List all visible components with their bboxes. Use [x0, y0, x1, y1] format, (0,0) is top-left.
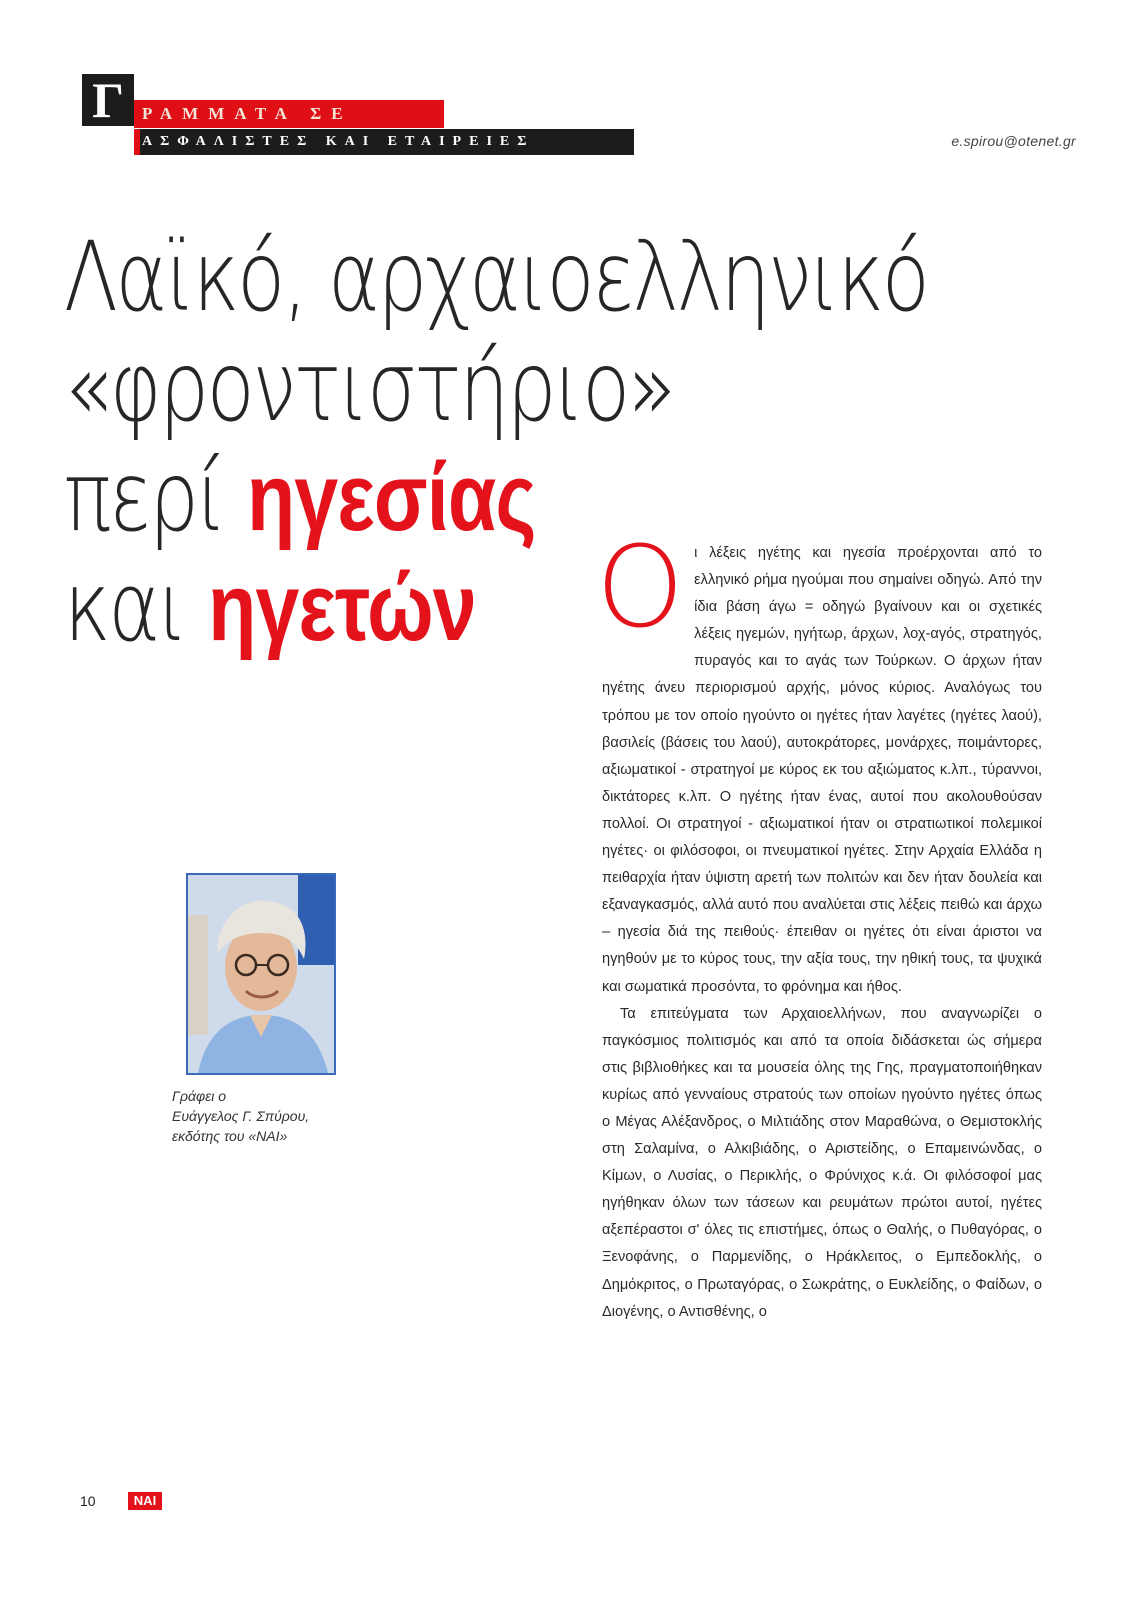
author-photo	[186, 873, 336, 1075]
headline-line1: Λαϊκό, αρχαιοελληνικό	[64, 221, 928, 333]
photo-caption	[172, 1086, 342, 1146]
caption-line1: Γράφει ο	[172, 1088, 227, 1104]
section-header	[82, 72, 642, 158]
headline-line4-highlight: ηγετών	[208, 554, 476, 661]
article-body	[596, 523, 1042, 1326]
page-number: 10	[80, 1493, 96, 1509]
caption-line2: Ευάγγελος Γ. Σπύρου,	[172, 1108, 310, 1124]
headline-line3	[64, 442, 884, 552]
drop-cap: Ο	[596, 523, 685, 653]
section-accent-strip	[134, 129, 140, 155]
article-paragraph-1: ι λέξεις ηγέτης και ηγεσία προέρχονται από το ελληνικό ρήμα ηγούμαι που σημαίνει οδηγώ. Από την ίδια βάση άγω = οδηγώ βγαίνουν και οι σχετικές λέξεις ηγεμών, ηγήτωρ, άρχων, λοχ-αγός, στρατηγός, πυραγός και το αγάς των Τούρκων. Ο άρχων ήταν ηγέτης άνευ περιορισμού αρχής, μόνος κύριος. Αναλόγως του τρόπου με τον οποίο ηγούντο οι ηγέτες ήταν λαγέτες (ηγέτες λαού), βασιλείς (βάσεις του λαού), αυτοκράτορες, μονάρχες, ποιμάντορες, αξιωματικοί - στρατηγοί με κύρος εκ του αξιώματος κ.λπ., τύραννοι, δικτάτορες κ.λπ. Ο ηγέτης ήταν ένας, αυτοί που ακολουθούσαν πολλοί. Οι στρατηγοί - αξιωματικοί ήταν οι στρατιωτικοί πολεμικοί ηγέτες· οι φιλόσοφοι, οι πνευματικοί ηγέτες. Στην Αρχαία Ελλάδα η πειθαρχία ήταν ύψιστη αρετή των πολιτών και δεν ήταν δουλεία και εξαναγκασμός, αλλά αυτό που αναλύεται στις λέξεις πειθώ και άρχω – ηγεσία διά της πειθούς· έπειθαν οι ηγέτες ότι είναι άριστοι να ηγηθούν με το κύρος τους, την αξία τους, την ηθική τους, τα ψυχικά και σωματικά προσόντα, το φρόνημα και ήθος.	[602, 545, 1042, 995]
section-title-line1: ΡΑΜΜΑΤΑ ΣΕ	[134, 100, 444, 128]
headline-line3-highlight: ηγεσίας	[247, 444, 536, 551]
headline-line4-plain: και	[64, 551, 209, 663]
headline-line2: «φροντιστήριο»	[64, 331, 674, 443]
caption-line3: εκδότης του «ΝΑΙ»	[172, 1128, 288, 1144]
author-portrait-image	[188, 875, 334, 1073]
headline-line3-plain: περί	[64, 441, 248, 553]
author-email: e.spirou@otenet.gr	[951, 133, 1076, 149]
article-paragraph-2: Τα επιτεύγματα των Αρχαιοελλήνων, που αναγνωρίζει ο παγκόσμιος πολιτισμός και από τα οποία διδάσκεται ώς σήμερα στις βιβλιοθήκες και τα μουσεία όλης της Γης, πραγματοποιήθηκαν κυρίως από γενναίους στρατούς των οποίων ηγούντο ηγέτες όπως ο Μέγας Αλέξανδρος, ο Μιλτιάδης στον Μαραθώνα, ο Θεμιστοκλής στη Σαλαμίνα, ο Αλκιβιάδης, ο Αριστείδης, ο Επαμεινώνδας, ο Κίμων, ο Λυσίας, ο Περικλής, ο Φρύνιχος κ.ά. Οι φιλόσοφοί μας ηγήθηκαν όλων των τάσεων και ρευμάτων πρώτοι αυτοί, ηγέτες αξεπέραστοι σ' όλες τις επιστήμες, όπως ο Θαλής, ο Πυθαγόρας, ο Ξενοφάνης, ο Παρμενίδης, ο Ηράκλειτος, ο Εμπεδοκλής, ο Δημόκριτος, ο Πρωταγόρας, ο Σωκράτης, ο Ευκλείδης, ο Φαίδων, ο Διογένης, ο Αντισθένης, ο	[602, 1005, 1042, 1320]
section-initial: Γ	[82, 74, 134, 126]
section-title-line2: ΑΣΦΑΛΙΣΤΕΣ ΚΑΙ ΕΤΑΙΡΕΙΕΣ	[134, 129, 634, 155]
magazine-logo: ΝΑΙ	[128, 1492, 162, 1510]
